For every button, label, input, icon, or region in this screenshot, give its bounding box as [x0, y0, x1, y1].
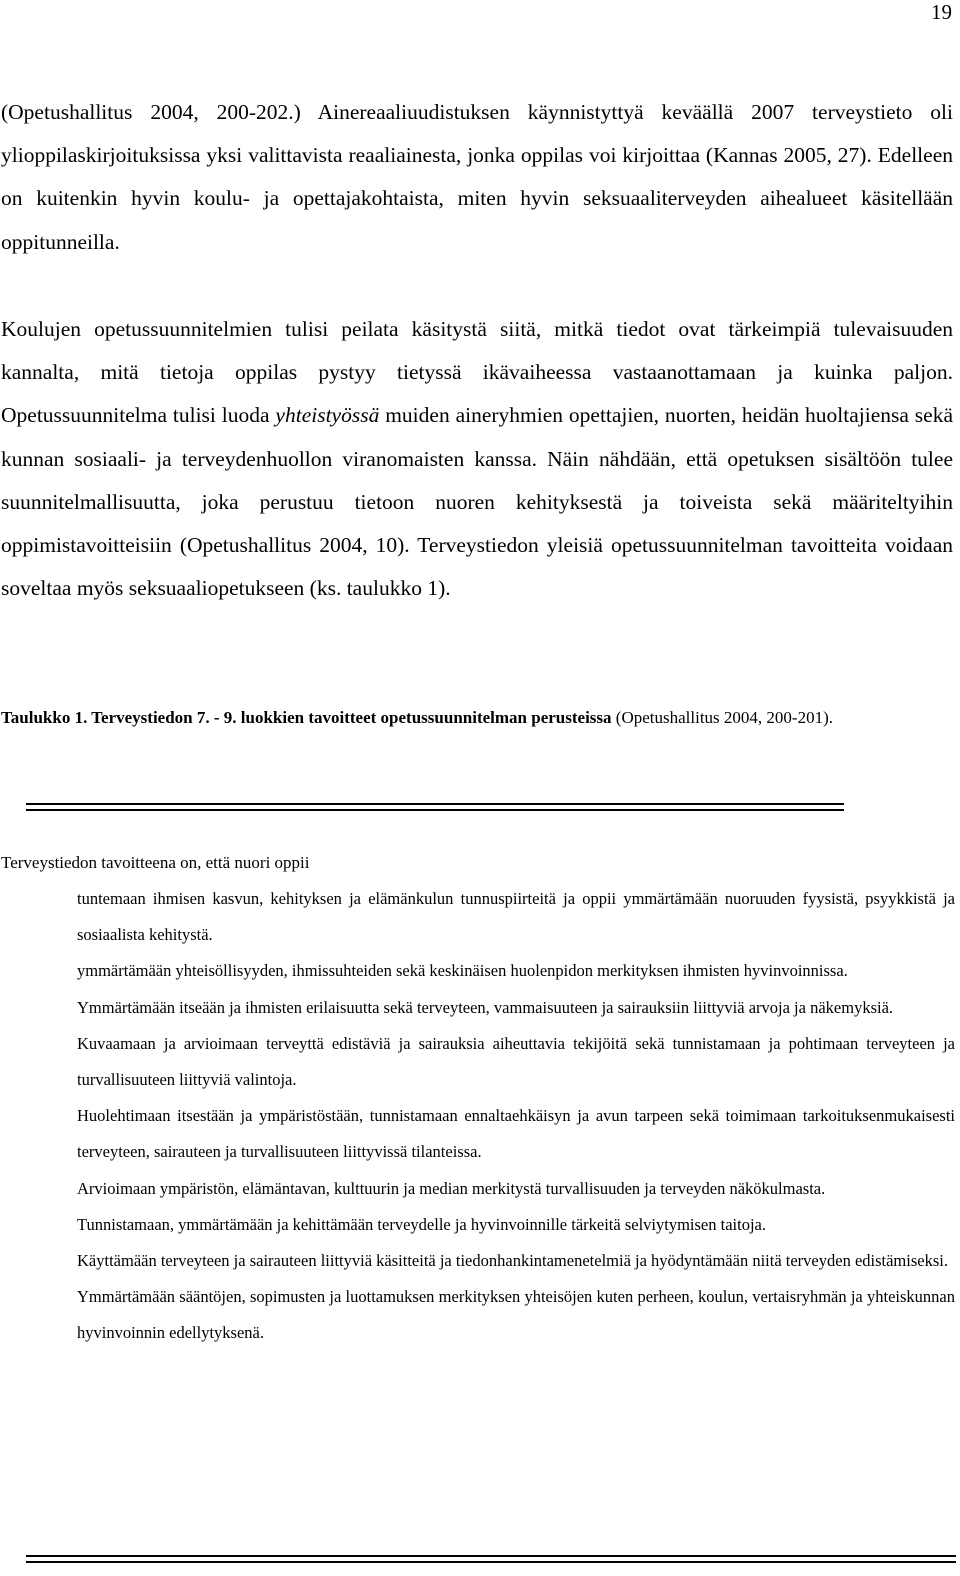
goal-item: ymmärtämään yhteisöllisyyden, ihmissuhteiden sekä keskinäisen huolenpidon merkityksen ihmisten hyvinvoinnissa.	[77, 961, 848, 981]
goal-item: Käyttämään terveyteen ja sairauteen liittyviä käsitteitä ja tiedonhankintamenetelmiä ja hyödyntämään niitä terveyden edistämiseksi.	[77, 1251, 948, 1271]
table-caption-source: (Opetushallitus 2004, 200-201).	[611, 708, 833, 727]
table-heading: Terveystiedon tavoitteena on, että nuori oppii	[1, 853, 310, 872]
paragraph-2-text-start: Koulujen opetussuunnitelmien tulisi peilata käsitystä siitä, mitkä tiedot ovat tärkeimpiä tulevaisuuden kannalta, mitä tietoja oppilas pystyy tietyssä ikävaiheessa vastaanottamaan ja kuinka paljon. Opetussuunnitelma tulisi luoda	[1, 317, 953, 428]
table-bottom-rule-2	[26, 1561, 956, 1563]
body-paragraph-1: (Opetushallitus 2004, 200-202.) Ainereaaliuudistuksen käynnistyttyä keväällä 2007 terveystieto oli ylioppilaskirjoituksissa yksi valittavista reaaliainesta, jonka oppilas voi kirjoittaa (Kannas 2005, 27). Edelleen on kuitenkin hyvin koulu- ja opettajakohtaista, miten hyvin seksuaaliterveyden aihealueet käsitellään oppitunneilla.	[1, 100, 953, 254]
table-top-rule-2	[26, 809, 844, 811]
table-caption	[1, 700, 953, 736]
table-bottom-rule-1	[26, 1555, 956, 1557]
goals-list	[1, 881, 955, 1352]
goal-item: Huolehtimaan itsestään ja ympäristöstään, tunnistamaan ennaltaehkäisyn ja avun tarpeen sekä toimimaan tarkoituksenmukaisesti terveyteen, sairauteen ja turvallisuuteen liittyvissä tilanteissa.	[77, 1106, 955, 1162]
italic-emphasis: yhteistyössä	[275, 403, 380, 428]
goal-item: Arvioimaan ympäristön, elämäntavan, kulttuurin ja median merkitystä turvallisuuden ja terveyden näkökulmasta.	[77, 1178, 826, 1198]
table-top-rule-1	[26, 803, 844, 805]
goal-item: tuntemaan ihmisen kasvun, kehityksen ja elämänkulun tunnuspiirteitä ja oppii ymmärtämään nuoruuden fyysistä, psyykkistä ja sosiaalista kehitystä.	[77, 889, 955, 945]
goal-item: Ymmärtämään sääntöjen, sopimusten ja luottamuksen merkityksen yhteisöjen kuten perheen, koulun, vertaisryhmän ja yhteiskunnan hyvinvoinnin edellytyksenä.	[77, 1287, 955, 1343]
page-number: 19	[931, 0, 952, 24]
goals-table	[1, 845, 955, 1352]
paragraph-2-text-end: muiden aineryhmien opettajien, nuorten, heidän huoltajiensa sekä kunnan sosiaali- ja terveydenhuollon viranomaisten kanssa. Näin nähdään, että opetuksen sisältöön tulee suunnitelmallisuutta, joka perustuu tietoon nuoren kehityksestä ja toiveista sekä määriteltyihin oppimistavoitteisiin (Opetushallitus 2004, 10). Terveystiedon yleisiä opetussuunnitelman tavoitteita voidaan soveltaa myös seksuaaliopetukseen (ks. taulukko 1).	[1, 403, 953, 601]
table-caption-title: Taulukko 1. Terveystiedon 7. - 9. luokkien tavoitteet opetussuunnitelman perusteissa	[1, 708, 612, 727]
goal-item: Ymmärtämään itseään ja ihmisten erilaisuutta sekä terveyteen, vammaisuuteen ja sairauksiin liittyviä arvoja ja näkemyksiä.	[77, 997, 894, 1017]
goal-item: Kuvaamaan ja arvioimaan terveyttä edistäviä ja sairauksia aiheuttavia tekijöitä sekä tunnistamaan ja pohtimaan terveyteen ja turvallisuuteen liittyviä valintoja.	[77, 1033, 955, 1090]
goal-item: Tunnistamaan, ymmärtämään ja kehittämään terveydelle ja hyvinvoinnille tärkeitä selviytymisen taitoja.	[77, 1214, 766, 1234]
body-paragraph-2	[1, 308, 953, 610]
